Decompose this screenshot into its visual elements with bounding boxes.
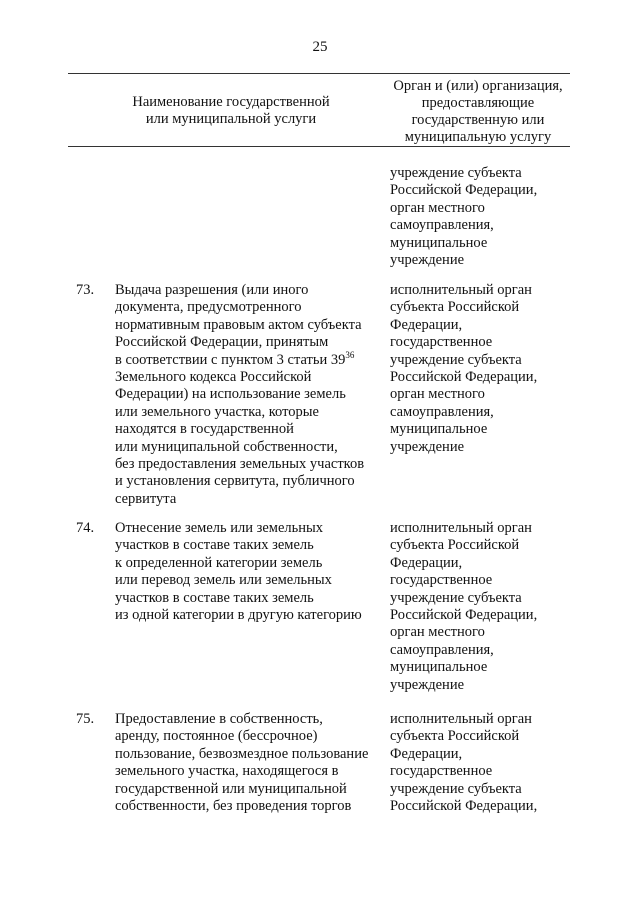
row-74-description xyxy=(115,520,380,624)
description-line: из одной категории в другую категорию xyxy=(115,607,362,624)
organ-line: муниципальное xyxy=(390,421,488,438)
description-line: участков в составе таких земель xyxy=(115,537,314,554)
organ-line: Российской Федерации, xyxy=(390,182,538,199)
organ-line: орган местного xyxy=(390,386,485,403)
description-line: документа, предусмотренного xyxy=(115,299,302,316)
organ-line: Российской Федерации, xyxy=(390,798,538,815)
organ-line: Федерации, xyxy=(390,745,463,762)
row-number: 75. xyxy=(76,711,95,727)
organ-line: Российской Федерации, xyxy=(390,607,538,624)
header-organ-line: Орган и (или) организация, xyxy=(393,78,563,94)
organ-line: субъекта Российской xyxy=(390,537,520,554)
organ-line: исполнительный орган xyxy=(390,520,532,536)
organ-line: самоуправления, xyxy=(390,403,494,420)
description-line: Российской Федерации, принятым xyxy=(115,334,329,351)
description-line: Земельного кодекса Российской xyxy=(115,369,312,386)
header-organ-line: государственную или xyxy=(411,112,545,128)
organ-line: субъекта Российской xyxy=(390,728,520,745)
description-line: Выдача разрешения (или иного xyxy=(115,282,309,298)
organ-line: государственное xyxy=(390,334,493,351)
row-number: 73. xyxy=(76,282,95,298)
table-header-rule xyxy=(68,146,570,147)
organ-line: учреждение xyxy=(390,676,465,693)
description-line: Предоставление в собственность, xyxy=(115,711,323,727)
description-line: или перевод земель или земельных xyxy=(115,572,332,589)
description-line: нормативным правовым актом субъекта xyxy=(115,316,362,333)
description-line: земельного участка, находящегося в xyxy=(115,763,339,780)
organ-line: учреждение субъекта xyxy=(390,780,522,797)
description-line: участков в составе таких земель xyxy=(115,589,314,606)
organ-line: исполнительный орган xyxy=(390,282,532,298)
organ-line: самоуправления, xyxy=(390,217,494,234)
description-line: аренду, постоянное (бессрочное) xyxy=(115,728,318,745)
header-organ-line: муниципальную услугу xyxy=(404,129,552,145)
header-organ xyxy=(383,78,573,146)
description-line: или земельного участка, которые xyxy=(115,403,319,420)
description-line: или муниципальной собственности, xyxy=(115,438,338,455)
organ-line: субъекта Российской xyxy=(390,299,520,316)
table-top-rule xyxy=(68,73,570,74)
organ-line: орган местного xyxy=(390,624,485,641)
organ-line: Российской Федерации, xyxy=(390,369,538,386)
description-line-with-sup xyxy=(115,349,380,369)
organ-line: Федерации, xyxy=(390,316,463,333)
row-73-description xyxy=(115,282,380,508)
description-line: сервитута xyxy=(115,490,177,507)
description-line: собственности, без проведения торгов xyxy=(115,798,352,815)
description-text: в соответствии с пунктом 3 статьи 39 xyxy=(115,351,346,368)
page-number: 25 xyxy=(312,39,328,55)
organ-line: учреждение субъекта xyxy=(390,589,522,606)
organ-line: государственное xyxy=(390,763,493,780)
description-line: без предоставления земельных участков xyxy=(115,456,365,473)
header-service-name-line: или муниципальной услуги xyxy=(145,111,317,127)
continuation-organ xyxy=(390,165,570,269)
row-75-description xyxy=(115,711,380,815)
organ-line: учреждение xyxy=(390,252,465,269)
description-line: к определенной категории земель xyxy=(115,554,323,571)
organ-line: учреждение субъекта xyxy=(390,351,522,368)
organ-line: муниципальное xyxy=(390,234,488,251)
row-74-organ xyxy=(390,520,570,694)
row-number: 74. xyxy=(76,520,95,536)
description-line: Федерации) на использование земель xyxy=(115,386,346,403)
organ-line: Федерации, xyxy=(390,554,463,571)
organ-line: государственное xyxy=(390,572,493,589)
organ-line: учреждение xyxy=(390,438,465,455)
row-75-organ xyxy=(390,711,570,815)
organ-line: учреждение субъекта xyxy=(390,165,522,181)
description-line: государственной или муниципальной xyxy=(115,780,347,797)
footnote-superscript: 36 xyxy=(345,349,355,360)
header-service-name-line: Наименование государственной xyxy=(132,94,330,110)
description-line: пользование, безвозмездное пользование xyxy=(115,745,369,762)
organ-line: муниципальное xyxy=(390,659,488,676)
header-organ-line: предоставляющие xyxy=(421,95,535,111)
row-73-organ xyxy=(390,282,570,456)
organ-line: самоуправления, xyxy=(390,641,494,658)
header-service-name xyxy=(86,94,376,128)
organ-line: орган местного xyxy=(390,199,485,216)
description-line: Отнесение земель или земельных xyxy=(115,520,323,536)
description-line: находятся в государственной xyxy=(115,421,294,438)
organ-line: исполнительный орган xyxy=(390,711,532,727)
description-line: и установления сервитута, публичного xyxy=(115,473,355,490)
